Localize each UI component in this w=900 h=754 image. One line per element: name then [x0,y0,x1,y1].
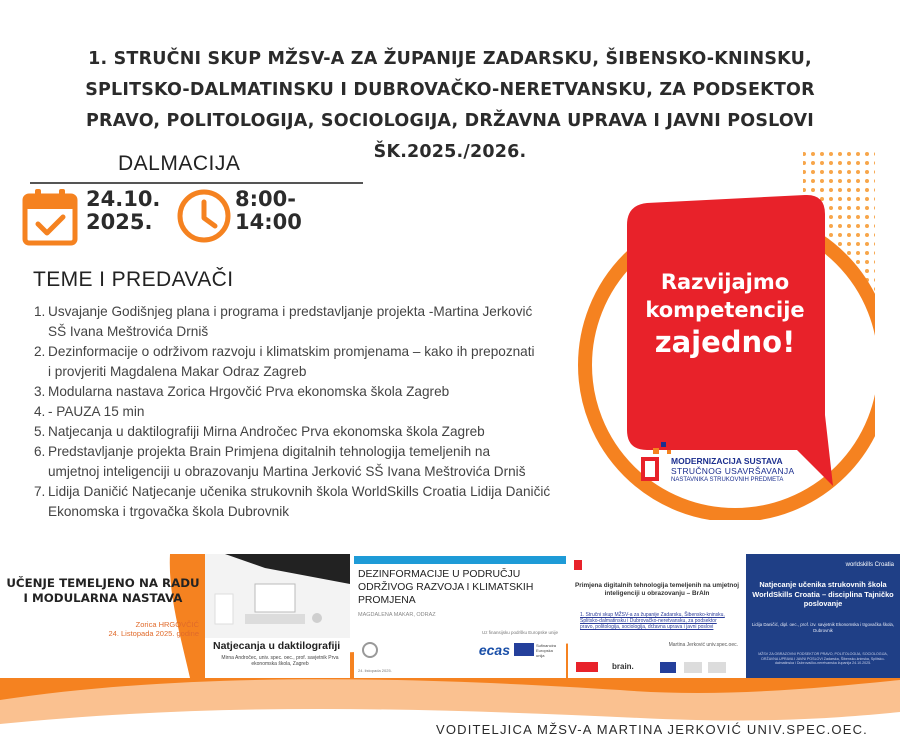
thumbnail-author: Martina Jerković univ.spec.oec. [668,642,738,648]
partner-logo-icon [576,662,598,672]
program-logo [671,456,821,485]
thumbnail-link: 1. Stručni skup MŽSV-a za županije Zadarsku, Šibensko-kninsku, Splitsko-dalmatinsku i Dubrovačko-neretvansku, za podsektor pravo, politologija, sociologija, državna uprava i javni poslovi [580,612,725,630]
thumbnail-title: UČENJE TEMELJENO NA RADU I MODULARNA NASTAVA [6,576,200,605]
author-name: Zorica HRGOVČIĆ [135,620,199,629]
thumbnail-modular-teaching [0,554,205,678]
agenda-text: SŠ Ivana Meštrovića Drniš [48,324,209,339]
agenda-text: umjetnoj inteligenciji u obrazovanju Martina Jerković SŠ Ivana Meštrovića Drniš [48,464,526,479]
title-line: SPLITSKO-DALMATINSKU I DUBROVAČKO-NERETVANSKU, ZA PODSEKTOR [85,80,815,100]
region-divider [30,182,363,184]
event-time [235,188,302,234]
agenda-number: 2. [34,344,46,359]
agenda-list [34,302,574,522]
eu-cofunded-label: Sufinancira Europska unija [536,643,557,658]
logo-mark-icon [574,560,582,570]
thumbnail-footer: 24. listopada 2025. [358,668,392,673]
thumbnail-title: DEZINFORMACIJE U PODRUČJU ODRŽIVOG RAZVOJA I KLIMATSKIH PROMJENA [358,569,534,606]
section-title: TEME I PREDAVAČI [33,268,234,291]
thumbnail-title: Primjena digitalnih tehnologija temeljenih na umjetnoj inteligenciji u obrazovanju – BrAIn [574,582,740,597]
agenda-item [34,302,574,342]
author-date: 24. Listopada 2025. godine [108,629,199,638]
funding-note: Uz finansijsku podršku Europske unije [481,630,558,635]
thumbnail-worldskills [746,554,900,678]
agenda-number: 4. [34,404,46,419]
logo-line: NASTAVNIKA STRUKOVNIH PREDMETA [671,477,784,483]
thumbnail-title: Natjecanja u daktilografiji [213,640,341,652]
worldskills-logo: worldskills Croatia [845,562,894,568]
title-line: 1. STRUČNI SKUP MŽSV-A ZA ŽUPANIJE ZADARSKU, ŠIBENSKO-KNINSKU, [88,49,812,69]
date-line: 2025. [86,210,153,234]
agenda-text: Ekonomska i trgovačka škola Dubrovnik [48,504,290,519]
thumbnail-footer: MŽSV ZA OBRAZOVNI PODSEKTOR PRAVO, POLITOLOGIJA, SOCIOLOGIJA, DRŽAVNA UPRAVA I JAVNI POSLOVI Zadarska, Šibensko-kninska, Splitsko-dalmatinska i Dubrovačko-neretvanska županija 24.10.2025. [758,652,888,666]
orange-corner-shape [160,554,205,678]
odraz-logo-icon [360,640,380,660]
date-line: 24.10. [86,187,161,211]
thumbnail-disinformation [354,554,566,678]
partner-logo-icon [708,662,726,673]
slogan-line: zajedno! [654,325,796,359]
thumbnail-brain-project [568,554,746,678]
time-line: 8:00- [235,187,296,211]
desk-illustration [205,554,350,638]
time-line: 14:00 [235,210,302,234]
thumbnail-subtitle: Lidija Daničić, dipl. oec., prof. izv. savjetnik Ekonomska i trgovačka škola, Dubrovnik [751,622,895,633]
agenda-text: - PAUZA 15 min [48,404,145,419]
agenda-text: Dezinformacije o održivom razvoju i klimatskim promjenama – kako ih prepoznati [48,344,535,359]
clock-icon [176,188,232,244]
agenda-item [34,342,574,382]
thumbnail-author [89,620,199,638]
agenda-number: 6. [34,444,46,459]
event-date [86,188,160,234]
slogan [640,268,810,360]
agenda-item [34,422,574,442]
title-line: ŠK.2025./2026. [373,142,527,162]
agenda-text: i provjeriti Magdalena Makar Odraz Zagreb [48,364,307,379]
eu-flag-icon [514,643,534,656]
agenda-number: 1. [34,304,46,319]
brain-logo: brain. [612,662,634,671]
blue-header-bar [354,556,566,564]
logo-line: STRUČNOG USAVRŠAVANJA [671,466,795,476]
agenda-text: Natjecanja u daktilografiji Mirna Andročec Prva ekonomska škola Zagreb [48,424,485,439]
thumbnail-subtitle: Mirna Andročec, univ. spec. oec., prof. savjetnik Prva ekonomska škola, Zagreb [221,655,339,667]
slogan-line: kompetencije [645,298,805,322]
agenda-number: 5. [34,424,46,439]
agenda-item [34,482,574,522]
agenda-text: Modularna nastava Zorica Hrgovčić Prva ekonomska škola Zagreb [48,384,450,399]
agenda-item [34,382,574,402]
footer-organizer: VODITELJICA MŽSV-A MARTINA JERKOVIĆ UNIV.SPEC.OEC. [435,722,868,737]
ecas-logo: ecas [478,642,510,658]
logo-line: MODERNIZACIJA SUSTAVA [671,456,783,466]
thumbnail-typing-competition [205,554,350,678]
region-label: DALMACIJA [118,152,241,175]
thumbnail-author: MAGDALENA MAKAR, ODRAZ [358,612,436,618]
title-line: PRAVO, POLITOLOGIJA, SOCIOLOGIJA, DRŽAVNA UPRAVA I JAVNI POSLOVI [86,111,814,131]
partner-logo-icon [684,662,702,673]
agenda-text: Lidija Daničić Natjecanje učenika strukovnih škola WorldSkills Croatia Lidija Daničić [48,484,551,499]
agenda-number: 7. [34,484,46,499]
calendar-check-icon [22,188,78,246]
agenda-number: 3. [34,384,46,399]
slogan-line: Razvijajmo [660,270,790,294]
agenda-text: Predstavljanje projekta Brain Primjena digitalnih tehnologija temeljenih na [48,444,491,459]
agenda-item [34,402,574,422]
eu-flag-icon [660,662,676,673]
presentation-thumbnails [0,554,900,678]
agenda-text: Usvajanje Godišnjeg plana i programa i predstavljanje projekta -Martina Jerković [48,304,533,319]
agenda-item [34,442,574,482]
thumbnail-title: Natjecanje učenika strukovnih škola WorldSkills Croatia – disciplina Tajničko poslovanje [752,580,894,608]
